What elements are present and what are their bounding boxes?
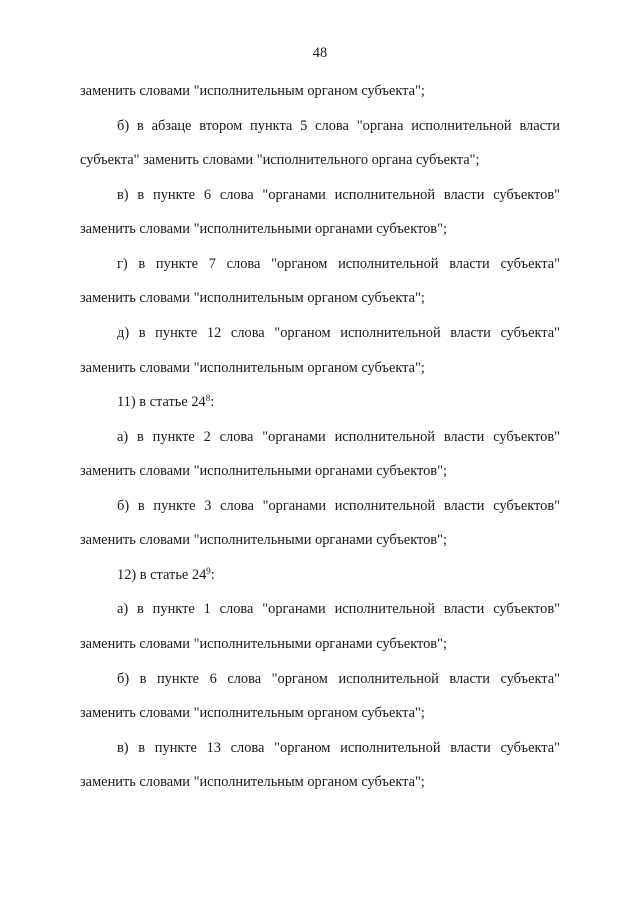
text-line: заменить словами "исполнительным органом субъекта"; [80, 774, 425, 790]
text-line: заменить словами "исполнительными органами субъектов"; [80, 636, 447, 652]
text-line: заменить словами "исполнительными органами субъектов"; [80, 221, 447, 237]
text-line: заменить словами "исполнительным органом субъекта"; [80, 83, 425, 99]
article-heading-suffix: : [210, 394, 215, 410]
text-line: а) в пункте 1 слова "органами исполнительной власти субъектов" [117, 601, 560, 617]
text-line: заменить словами "исполнительным органом субъекта"; [80, 705, 425, 721]
article-heading [117, 566, 560, 584]
text-line: б) в пункте 6 слова "органом исполнительной власти субъекта" [117, 671, 560, 687]
article-heading-suffix: : [210, 567, 215, 583]
article-heading-prefix: 11) в статье 24 [117, 394, 206, 410]
text-line: заменить словами "исполнительными органами субъектов"; [80, 532, 447, 548]
text-line: г) в пункте 7 слова "органом исполнительной власти субъекта" [117, 256, 560, 272]
text-line: заменить словами "исполнительным органом субъекта"; [80, 290, 425, 306]
text-line: в) в пункте 13 слова "органом исполнительной власти субъекта" [117, 740, 560, 756]
text-line: заменить словами "исполнительным органом субъекта"; [80, 360, 425, 376]
text-line: в) в пункте 6 слова "органами исполнительной власти субъектов" [117, 187, 560, 203]
text-line: д) в пункте 12 слова "органом исполнительной власти субъекта" [117, 325, 560, 341]
article-heading-prefix: 12) в статье 24 [117, 567, 207, 583]
text-line: заменить словами "исполнительными органами субъектов"; [80, 463, 447, 479]
text-line: б) в пункте 3 слова "органами исполнительной власти субъектов" [117, 498, 560, 514]
text-line: б) в абзаце втором пункта 5 слова "органа исполнительной власти [117, 118, 560, 134]
article-heading [117, 393, 560, 411]
text-line: а) в пункте 2 слова "органами исполнительной власти субъектов" [117, 429, 560, 445]
article-superscript: 9 [206, 566, 211, 576]
article-superscript: 8 [205, 393, 211, 403]
text-line: субъекта" заменить словами "исполнительного органа субъекта"; [80, 152, 480, 168]
page-number: 48 [312, 45, 328, 61]
